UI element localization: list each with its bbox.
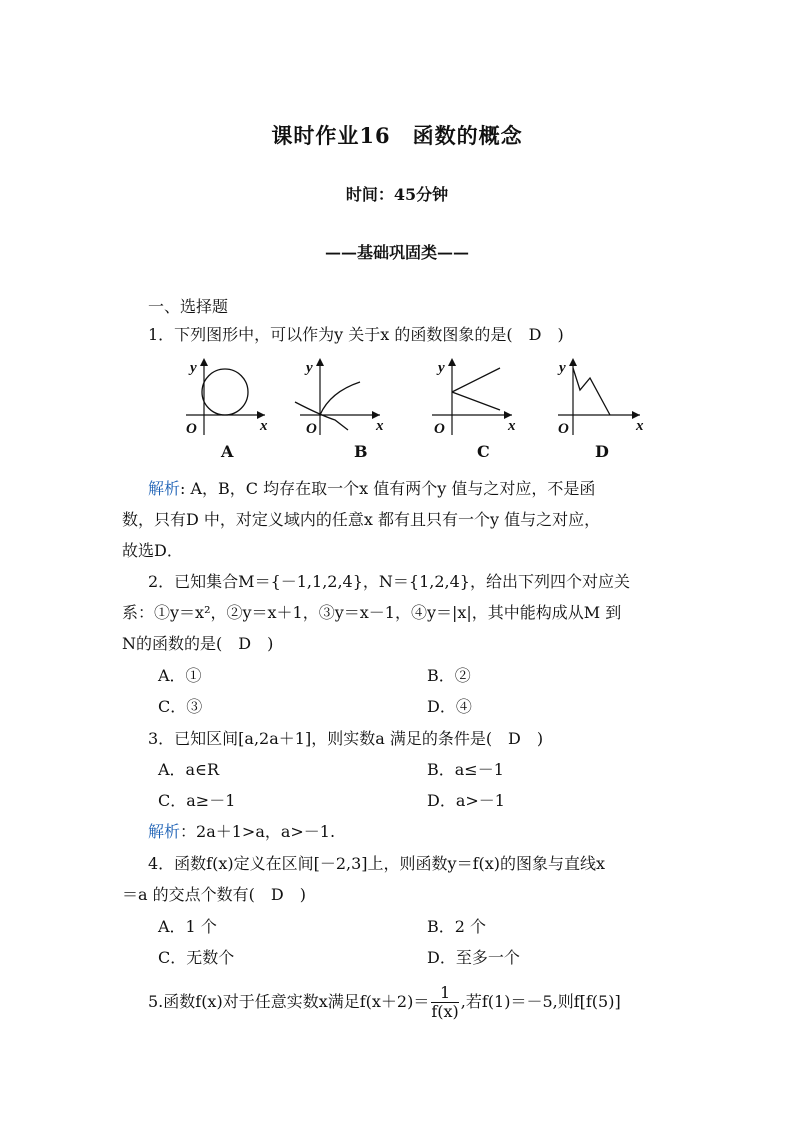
- section-heading: ——基础巩固类——: [324, 243, 469, 262]
- figure-label-a: A: [221, 442, 234, 461]
- question-2-option-b: B．②: [427, 666, 471, 685]
- question-1-explanation-line-2: 数，只有D 中，对定义域内的任意x 都有且只有一个y 值与之对应，: [122, 510, 601, 529]
- part-heading: 一、选择题: [148, 297, 229, 316]
- question-2-option-c: C．③: [158, 697, 203, 716]
- question-4-option-c: C．无数个: [158, 948, 235, 967]
- axis-label: x: [260, 418, 268, 434]
- question-1-explanation-line-1: 解析: A，B，C 均存在取一个x 值有两个y 值与之对应，不是函: [148, 479, 596, 498]
- axis-label: O: [558, 421, 569, 437]
- question-3-explanation: 解析：2a＋1>a，a>－1.: [148, 822, 336, 841]
- figure-c-rays-graph: [432, 358, 516, 437]
- explanation-label: 解析: [148, 822, 181, 841]
- axis-label: x: [376, 418, 384, 434]
- question-2-line-3: N的函数的是( D ): [122, 634, 274, 653]
- question-1-explanation-line-3: 故选D．: [122, 541, 183, 560]
- axis-label: O: [434, 421, 445, 437]
- question-4-line-2: ＝a 的交点个数有( D ): [122, 885, 306, 904]
- question-5-text: 5.函数f(x)对于任意实数x满足f(x＋2)＝ $\frac{1}{f(x)}$ ,若f(1)＝－5,则f[f(5)]: [148, 983, 621, 1021]
- figure-label-b: B: [354, 442, 368, 461]
- question-2-line-2: 系：①y＝x²，②y＝x＋1，③y＝x－1，④y＝|x|，其中能构成从M 到: [122, 603, 622, 622]
- figure-d-polyline-graph: [557, 358, 644, 437]
- question-4-option-a: A．1 个: [158, 917, 217, 936]
- figure-label-d: D: [595, 442, 609, 461]
- axis-label: x: [508, 418, 516, 434]
- question-3-option-a: A．a∈R: [158, 760, 219, 779]
- question-4-line-1: 4．函数f(x)定义在区间[－2,3]上，则函数y＝f(x)的图象与直线x: [148, 854, 606, 873]
- question-2-option-a: A．①: [158, 666, 202, 685]
- axis-label: x: [636, 418, 644, 434]
- fraction: $\frac{1}{f(x)}$: [431, 983, 459, 1021]
- question-4-option-d: D．至多一个: [427, 948, 520, 967]
- explanation-label: 解析: [148, 479, 181, 498]
- figure-label-c: C: [477, 442, 490, 461]
- question-3-option-b: B．a≤－1: [427, 760, 504, 779]
- figure-b-curve-graph: [295, 358, 384, 437]
- question-2-line-1: 2．已知集合M＝{－1,1,2,4}，N＝{1,2,4}，给出下列四个对应关: [148, 572, 630, 591]
- axis-label: O: [186, 421, 197, 437]
- question-3-option-c: C．a≥－1: [158, 791, 236, 810]
- question-4-option-b: B．2 个: [427, 917, 487, 936]
- axis-label: y: [190, 360, 197, 376]
- question-3-option-d: D．a>－1: [427, 791, 505, 810]
- time-limit: 时间：45分钟: [345, 185, 449, 204]
- figure-a-circle-graph: [186, 358, 268, 437]
- axis-label: O: [306, 421, 317, 437]
- question-2-option-d: D．④: [427, 697, 472, 716]
- axis-label: y: [306, 360, 313, 376]
- axis-label: y: [438, 360, 445, 376]
- page-title: 课时作业16 函数的概念: [271, 123, 523, 148]
- question-1-text: 1．下列图形中，可以作为y 关于x 的函数图象的是( D ): [148, 325, 564, 344]
- question-3-text: 3．已知区间[a,2a＋1]，则实数a 满足的条件是( D ): [148, 729, 544, 748]
- axis-label: y: [559, 360, 566, 376]
